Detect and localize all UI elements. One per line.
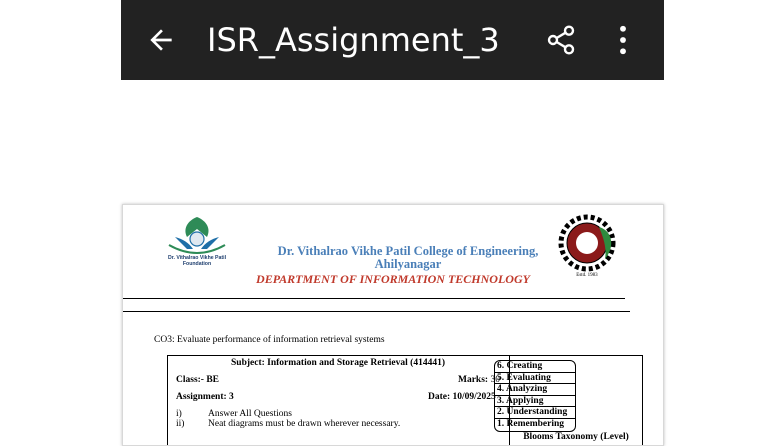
assignment-date: Date: 10/09/2025 — [428, 392, 496, 402]
blooms-level: 4. Analyzing — [495, 384, 575, 396]
blooms-level: 2. Understanding — [495, 407, 575, 419]
college-name — [273, 245, 543, 271]
seal-established-text: Estd. 1983 — [576, 273, 598, 278]
more-vert-icon[interactable] — [609, 22, 637, 58]
instruction-item: i) Answer All Questions — [176, 409, 292, 419]
header-rule-top — [123, 298, 625, 299]
class-field: Class:- BE — [176, 375, 220, 385]
instructions-list — [176, 409, 400, 429]
foundation-logo — [157, 215, 237, 270]
college-name-line2: Ahilyanagar — [374, 257, 442, 271]
document-title: ISR_Assignment_3 — [207, 21, 500, 59]
blooms-level: 3. Applying — [495, 396, 575, 408]
college-name-line1: Dr. Vithalrao Vikhe Patil College of Engineering, — [277, 244, 539, 258]
subject-line: Subject: Information and Storage Retrieval (414441) — [231, 358, 445, 368]
arrow-left-icon[interactable] — [145, 24, 177, 56]
blooms-taxonomy-levels — [494, 360, 576, 432]
blooms-level: 1. Remembering — [497, 418, 565, 429]
college-seal-icon — [557, 213, 623, 279]
course-outcome: CO3: Evaluate performance of information retrieval systems — [154, 335, 385, 345]
blooms-level: 6. Creating — [495, 361, 575, 373]
document-page[interactable] — [122, 204, 664, 446]
marks-value: 30 — [490, 375, 500, 385]
header-rule-bottom — [123, 311, 630, 312]
blooms-level: 5. Evaluating — [495, 373, 575, 385]
foundation-logo-line1: Dr. Vithalrao Vikhe Patil — [167, 255, 227, 261]
instruction-item: ii) Neat diagrams must be drawn wherever necessary. — [176, 419, 401, 429]
marks-label: Marks: — [458, 375, 489, 385]
foundation-logo-line2: Foundation — [182, 261, 212, 267]
app-toolbar — [121, 0, 664, 80]
share-icon[interactable] — [545, 24, 577, 56]
assignment-number: Assignment: 3 — [176, 392, 234, 402]
blooms-caption: Blooms Taxonomy (Level) — [523, 432, 629, 442]
department-title: DEPARTMENT OF INFORMATION TECHNOLOGY — [256, 272, 530, 286]
